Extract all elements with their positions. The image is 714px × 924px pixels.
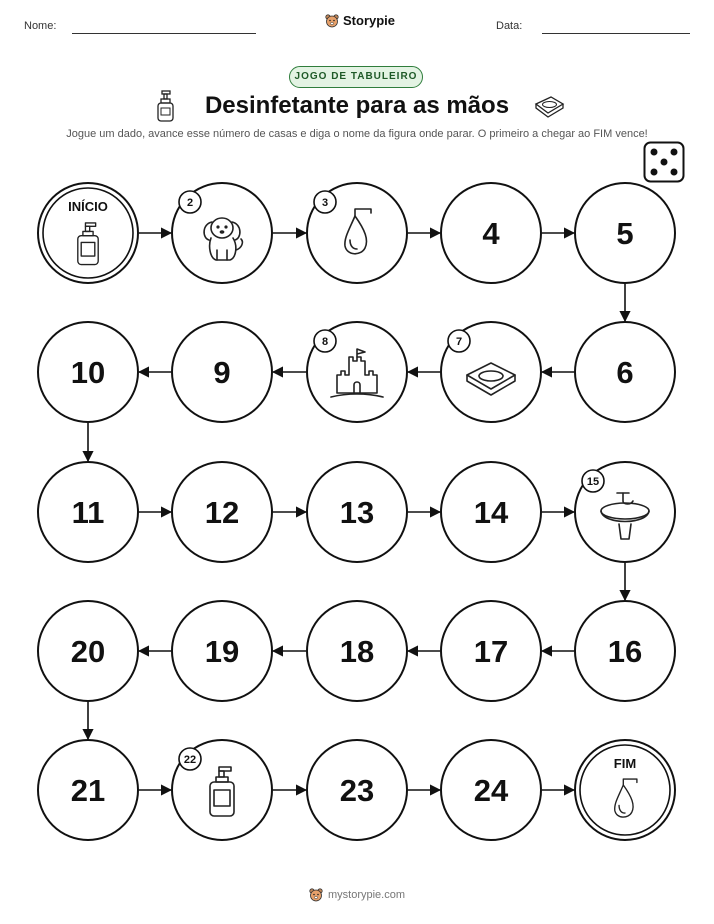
space-number: 23: [339, 773, 375, 808]
board-space-23: [307, 740, 407, 840]
page-title: Desinfetante para as mãos: [204, 92, 510, 119]
board-space-15: [575, 462, 675, 562]
space-number: 12: [204, 495, 240, 530]
space-number: 9: [213, 355, 231, 390]
date-label: Data:: [496, 20, 523, 32]
space-number: 18: [339, 634, 375, 669]
board-space-18: [307, 601, 407, 701]
space-number: 11: [71, 495, 105, 530]
board-space-17: [441, 601, 541, 701]
board-space-16: [575, 601, 675, 701]
board-space-21: [38, 740, 138, 840]
space-number: 7: [455, 336, 463, 348]
board-space-14: [441, 462, 541, 562]
space-number: 10: [70, 355, 106, 390]
board-space-4: [441, 183, 541, 283]
space-number: 19: [204, 634, 240, 669]
instructions: Jogue um dado, avance esse número de casas e diga o nome da figura onde parar. O primeiro a chegar ao FIM vence!: [66, 128, 648, 140]
board-space-8: [307, 322, 407, 422]
board-space-9: [172, 322, 272, 422]
space-number: 8: [321, 336, 329, 348]
footer: [0, 888, 714, 902]
board-space-25: [575, 740, 675, 840]
space-number: 14: [473, 495, 509, 530]
brand-name: Storypie: [343, 13, 396, 28]
space-number: 2: [186, 197, 194, 209]
board-space-19: [172, 601, 272, 701]
space-number: 4: [482, 216, 500, 251]
footer-url: mystorypie.com: [327, 889, 406, 901]
board-space-12: [172, 462, 272, 562]
space-number: 22: [183, 754, 197, 766]
space-number: 16: [607, 634, 643, 669]
bear-logo-icon: [309, 888, 323, 902]
name-label: Nome:: [24, 20, 57, 32]
space-number: 3: [321, 197, 329, 209]
space-circle: [575, 740, 675, 840]
space-number: 6: [616, 355, 634, 390]
space-number: 20: [70, 634, 106, 669]
board-space-10: [38, 322, 138, 422]
board-space-1: [38, 183, 138, 283]
space-number: 15: [586, 476, 600, 488]
board-space-20: [38, 601, 138, 701]
board-space-7: [441, 322, 541, 422]
board-space-11: [38, 462, 138, 562]
board-space-13: [307, 462, 407, 562]
board-space-6: [575, 322, 675, 422]
space-label: FIM: [613, 756, 637, 771]
board-space-5: [575, 183, 675, 283]
board-space-3: [307, 183, 407, 283]
space-label: INÍCIO: [68, 199, 108, 214]
space-number: 24: [473, 773, 509, 808]
space-circle: [38, 183, 138, 283]
board-space-2: [172, 183, 272, 283]
space-number: 13: [339, 495, 375, 530]
game-type-badge: JOGO DE TABULEIRO: [289, 66, 423, 88]
space-number: 21: [70, 773, 106, 808]
board-space-24: [441, 740, 541, 840]
board-space-22: [172, 740, 272, 840]
space-number: 17: [473, 634, 509, 669]
space-number: 5: [616, 216, 634, 251]
